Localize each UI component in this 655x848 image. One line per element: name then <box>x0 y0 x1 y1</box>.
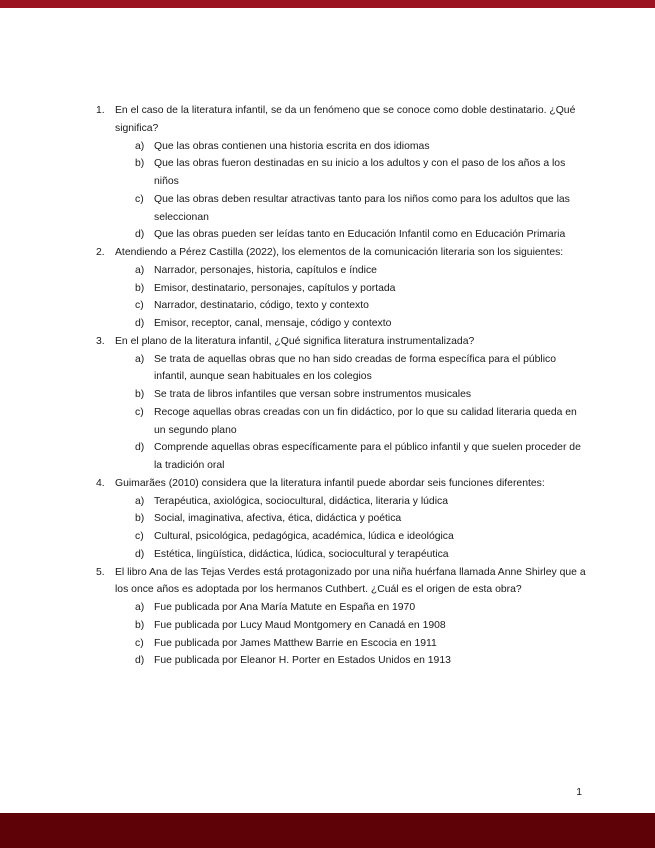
question-item <box>96 564 586 671</box>
option-text: Comprende aquellas obras específicamente para el público infantil y que suelen proceder de la tradición oral <box>154 442 581 471</box>
option-item <box>135 226 586 244</box>
question-list <box>96 102 586 670</box>
option-text: Se trata de libros infantiles que versan sobre instrumentos musicales <box>154 389 472 400</box>
option-text: Recoge aquellas obras creadas con un fin didáctico, por lo que su calidad literaria queda en un segundo plano <box>154 406 577 436</box>
question-text: Atendiendo a Pérez Castilla (2022), los elementos de la comunicación literaria son los siguientes: <box>115 247 564 258</box>
option-item <box>135 297 586 315</box>
option-item <box>135 493 586 511</box>
option-item <box>135 546 586 564</box>
option-letter: b) <box>135 513 145 525</box>
option-text: Que las obras deben resultar atractivas tanto para los niños como para los adultos que las seleccionan <box>154 193 570 223</box>
option-text: Estética, lingüística, didáctica, lúdica, sociocultural y terapéutica <box>154 548 449 560</box>
question-text: En el plano de la literatura infantil, ¿Qué significa literatura instrumentalizada? <box>115 335 475 347</box>
option-letter: d) <box>135 318 145 329</box>
option-item <box>135 155 586 191</box>
option-letter: a) <box>135 602 145 613</box>
option-item <box>135 280 586 298</box>
option-item <box>135 528 586 546</box>
option-item <box>135 617 586 635</box>
option-letter: c) <box>135 406 144 418</box>
option-item <box>135 510 586 528</box>
option-text: Fue publicada por Eleanor H. Porter en Estados Unidos en 1913 <box>154 655 451 667</box>
option-item <box>135 351 586 387</box>
option-item <box>135 439 586 475</box>
question-number: 2. <box>96 247 105 258</box>
option-letter: b) <box>135 282 145 294</box>
option-item <box>135 315 586 333</box>
question-number: 5. <box>96 566 105 578</box>
option-letter: d) <box>135 548 145 560</box>
header-bar <box>0 0 655 8</box>
option-item <box>135 386 586 404</box>
option-letter: a) <box>135 495 145 507</box>
option-letter: d) <box>135 229 145 241</box>
question-item <box>96 244 586 333</box>
option-item <box>135 138 586 156</box>
option-text: Terapéutica, axiológica, sociocultural, didáctica, literaria y lúdica <box>154 495 448 507</box>
question-number: 4. <box>96 477 105 489</box>
question-item <box>96 333 586 475</box>
question-item <box>96 475 586 564</box>
option-letter: d) <box>135 655 145 667</box>
option-text: Emisor, destinatario, personajes, capítulos y portada <box>154 282 396 294</box>
option-item <box>135 635 586 653</box>
option-letter: c) <box>135 193 144 205</box>
option-item <box>135 599 586 617</box>
option-text: Que las obras contienen una historia escrita en dos idiomas <box>154 140 430 152</box>
option-letter: a) <box>135 140 145 152</box>
question-number: 3. <box>96 335 105 347</box>
option-letter: a) <box>135 264 145 276</box>
option-item <box>135 404 586 440</box>
option-letter: a) <box>135 353 145 365</box>
option-text: Social, imaginativa, afectiva, ética, didáctica y poética <box>154 513 402 525</box>
option-text: Emisor, receptor, canal, mensaje, código y contexto <box>154 318 392 329</box>
question-item <box>96 102 586 244</box>
option-text: Narrador, personajes, historia, capítulos e índice <box>154 264 377 276</box>
option-list <box>115 599 586 670</box>
option-text: Se trata de aquellas obras que no han sido creadas de forma específica para el público infantil, aunque sean habituales en los colegios <box>154 353 557 383</box>
option-list <box>115 138 586 245</box>
option-list <box>115 351 586 475</box>
option-text: Cultural, psicológica, pedagógica, académica, lúdica e ideológica <box>154 531 454 542</box>
option-text: Que las obras pueden ser leídas tanto en Educación Infantil como en Educación Primaria <box>154 229 566 241</box>
page-number: 1 <box>576 787 582 798</box>
option-letter: c) <box>135 300 144 312</box>
option-letter: b) <box>135 389 145 400</box>
question-text: En el caso de la literatura infantil, se da un fenómeno que se conoce como doble destinatario. ¿Qué significa? <box>115 105 576 134</box>
question-number: 1. <box>96 105 105 116</box>
option-list <box>115 493 586 564</box>
option-text: Narrador, destinatario, código, texto y contexto <box>154 300 369 312</box>
option-list <box>115 262 586 333</box>
option-letter: c) <box>135 637 144 649</box>
footer-bar <box>0 813 655 848</box>
option-text: Que las obras fueron destinadas en su inicio a los adultos y con el paso de los años a los niños <box>154 158 566 187</box>
option-text: Fue publicada por Lucy Maud Montgomery en Canadá en 1908 <box>154 619 446 631</box>
option-letter: d) <box>135 442 145 454</box>
option-item <box>135 652 586 670</box>
option-letter: c) <box>135 531 144 542</box>
option-text: Fue publicada por Ana María Matute en España en 1970 <box>154 602 416 613</box>
question-text: El libro Ana de las Tejas Verdes está protagonizado por una niña huérfana llamada Anne Shirley que a los once años es adoptada por los hermanos Cuthbert. ¿Cuál es el origen de esta obra? <box>115 566 586 596</box>
option-item <box>135 191 586 227</box>
option-text: Fue publicada por James Matthew Barrie en Escocia en 1911 <box>154 637 437 649</box>
option-letter: b) <box>135 158 145 170</box>
option-letter: b) <box>135 619 145 631</box>
option-item <box>135 262 586 280</box>
question-text: Guimarães (2010) considera que la literatura infantil puede abordar seis funciones diferentes: <box>115 477 545 489</box>
